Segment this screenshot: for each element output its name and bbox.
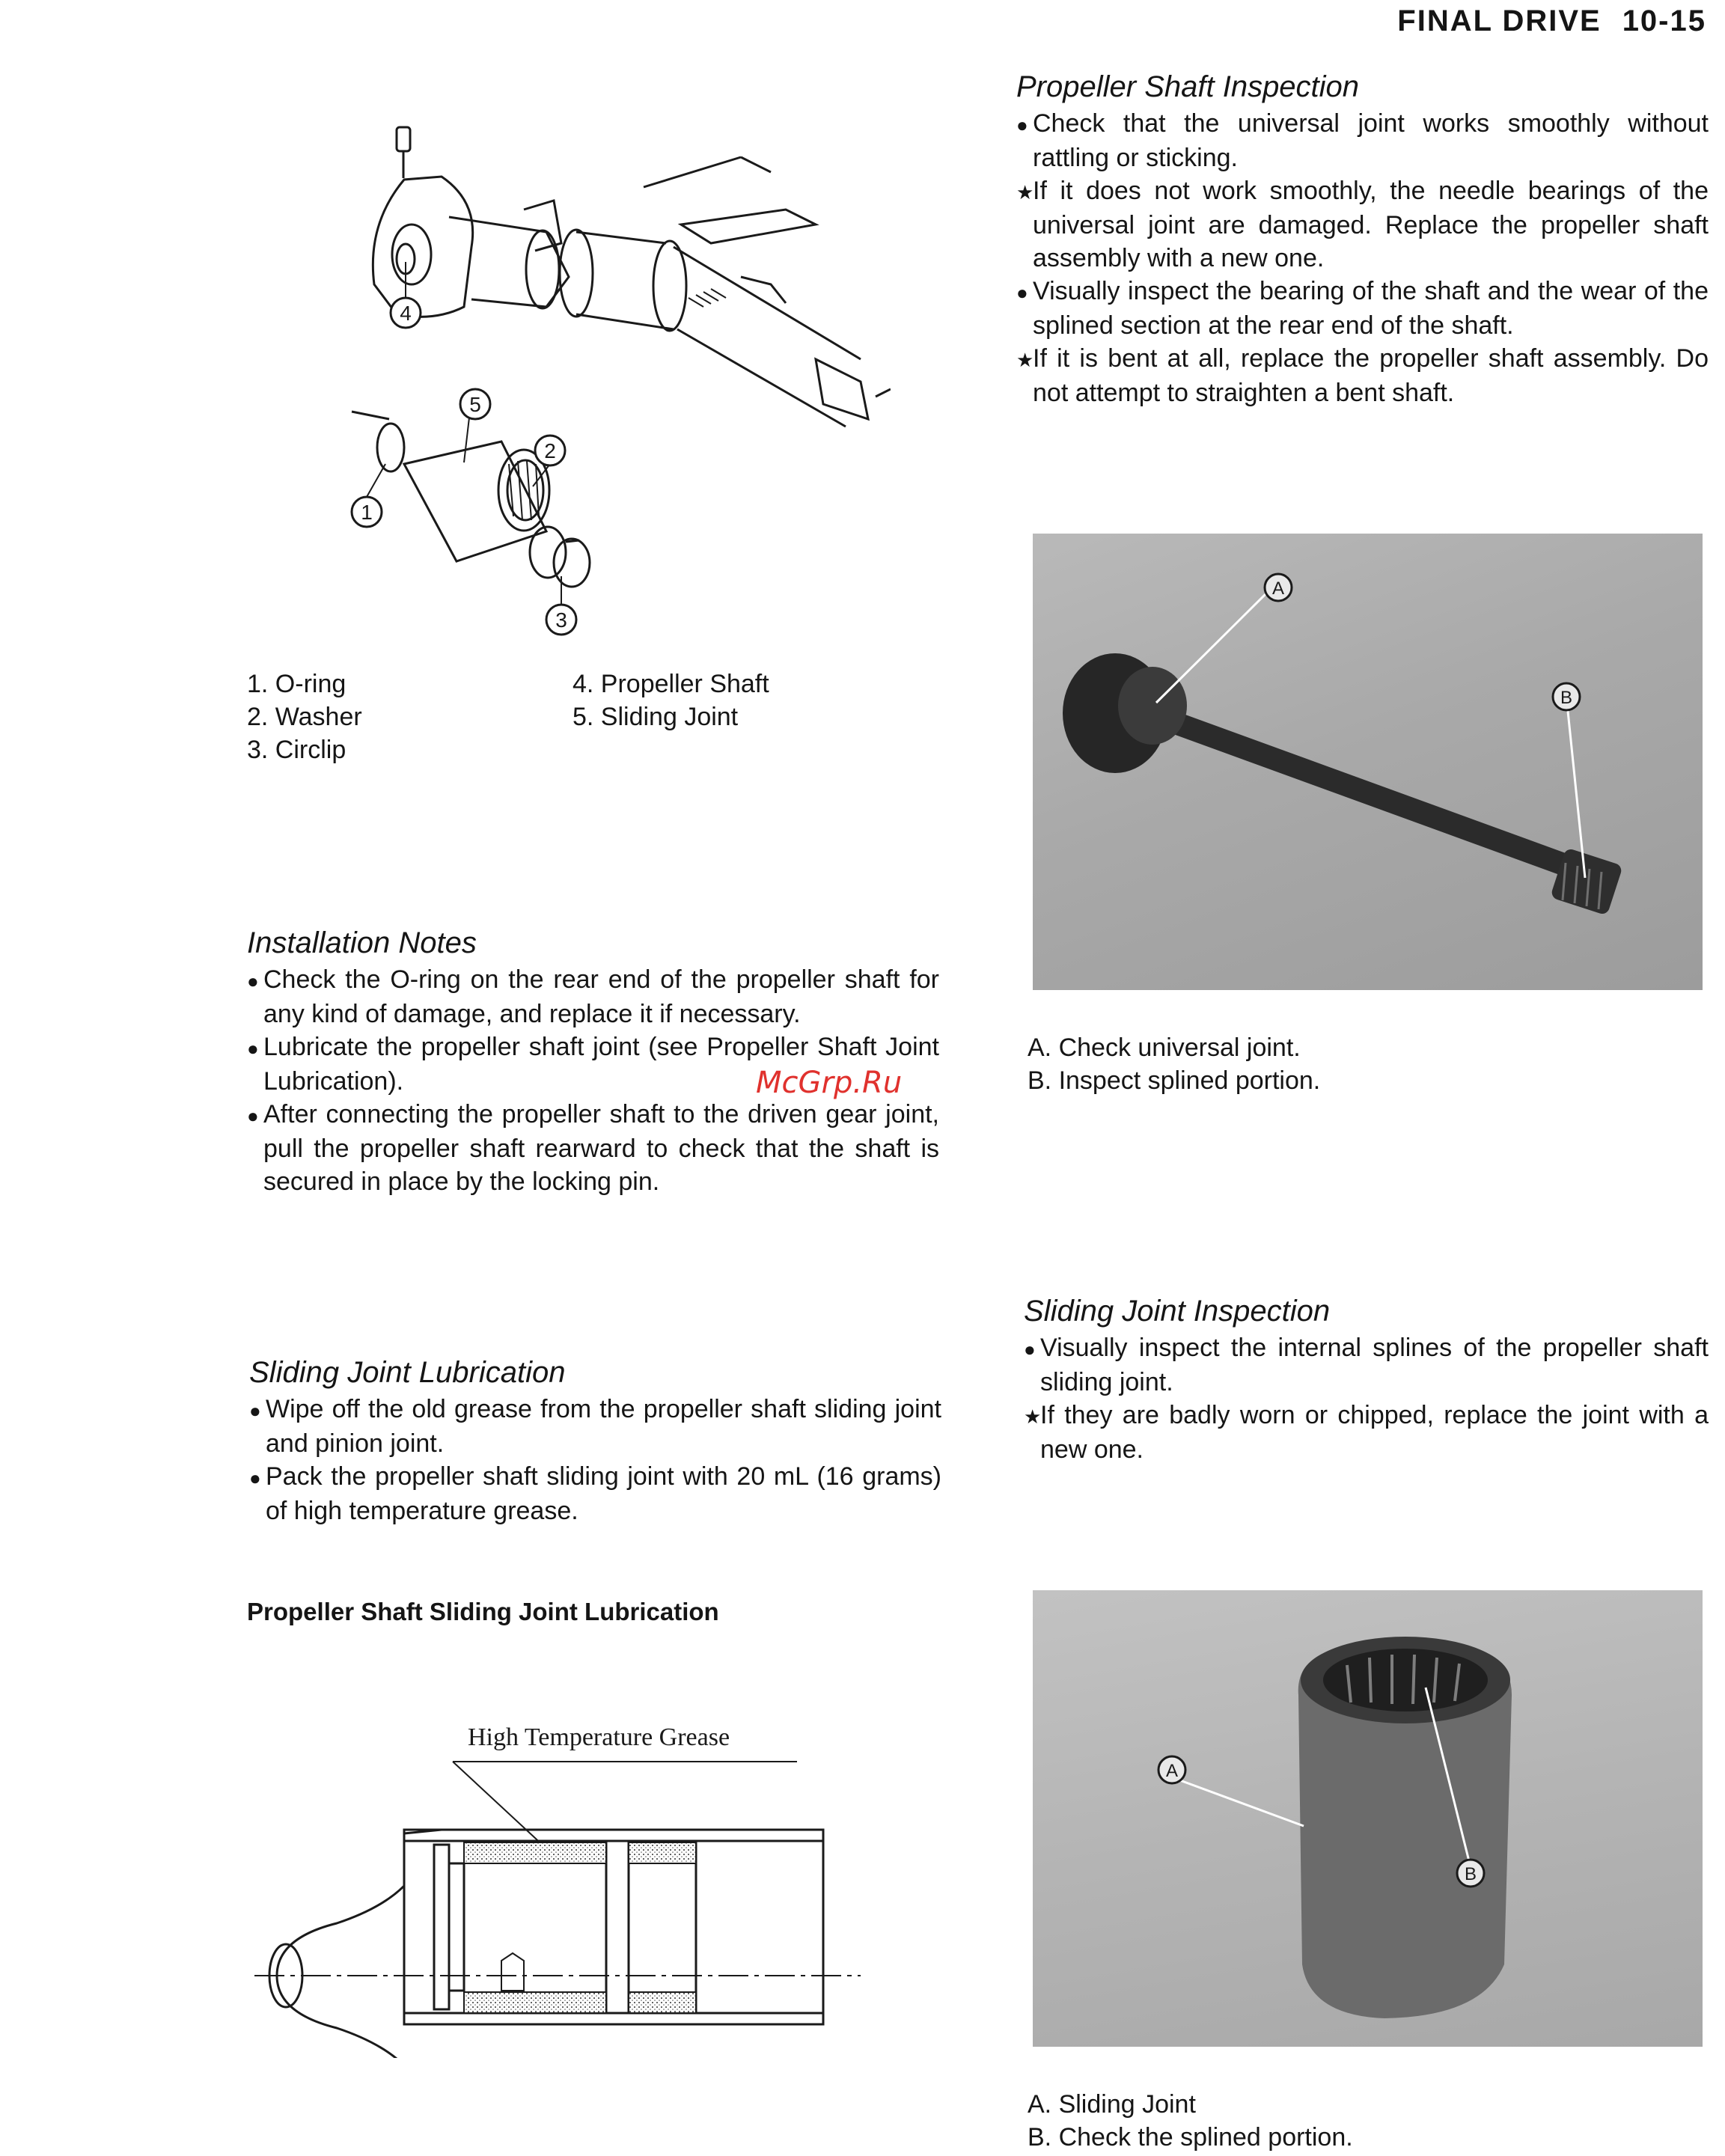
bullet-text: If they are badly worn or chipped, replace the joint with a new one. [1040,1401,1709,1464]
caption-line: B. Inspect splined portion. [1028,1066,1321,1095]
caption-line: A. Check universal joint. [1028,1033,1301,1062]
watermark: McGrp.Ru [756,1066,903,1100]
installation-notes-section [247,926,939,1198]
bullet-text: If it does not work smoothly, the needle bearings of the universal joint are damaged. Replace the propeller shaft assembly with a new one. [1033,177,1709,272]
photo-label-b: B [1560,688,1573,708]
bullet-marker: ● [249,1399,261,1422]
section-title: Sliding Joint Inspection [1024,1295,1331,1328]
figure-title: Propeller Shaft Sliding Joint Lubrication [247,1598,719,1625]
caption-line: B. Check the splined portion. [1028,2123,1353,2152]
propeller-shaft-photo-caption [1028,1031,1320,1097]
sliding-joint-inspection-section [1024,1295,1709,1466]
legend-item: 1. O-ring [247,670,346,698]
section-title: Sliding Joint Lubrication [249,1356,566,1389]
legend-item: 4. Propeller Shaft [573,670,769,698]
propeller-shaft-photo [1033,534,1703,990]
callout-4: 4 [400,302,412,325]
section-title: Installation Notes [247,926,477,959]
grease-label: High Temperature Grease [468,1723,730,1751]
bullet-item [1016,107,1709,174]
bullet-text: Check the O-ring on the rear end of the propeller shaft for any kind of damage, and replace it if necessary. [263,965,939,1028]
bullet-marker: ● [247,1037,259,1060]
callout-3: 3 [555,608,567,632]
header-section: FINAL DRIVE [1397,4,1602,37]
bullet-text: Lubricate the propeller shaft joint (see Propeller Shaft Joint Lubrication). [263,1033,939,1096]
diagram-legend [247,668,362,766]
bullet-item [1024,1399,1709,1466]
caption-line: A. Sliding Joint [1028,2090,1196,2119]
bullet-marker: ● [1024,1338,1036,1361]
bullet-text: Check that the universal joint works smoothly without rattling or sticking. [1033,109,1709,172]
bullet-text: Visually inspect the bearing of the shaft and the wear of the splined section at the rear end of the shaft. [1033,277,1709,340]
sliding-joint-photo-caption [1028,2088,1353,2154]
callout-5: 5 [469,393,481,416]
bullet-text: If it is bent at all, replace the propeller shaft assembly. Do not attempt to straighten a bent shaft. [1033,344,1709,407]
sliding-joint-lubrication-section [249,1356,941,1527]
exploded-diagram [322,112,891,651]
bullet-marker: ★ [1016,181,1034,204]
bullet-marker: ★ [1016,349,1034,371]
bullet-marker: ● [249,1467,261,1489]
header-page-number: 10-15 [1622,4,1706,37]
bullet-item [1024,1331,1709,1399]
callout-1: 1 [361,501,373,524]
bullet-item [1016,174,1709,275]
bullet-marker: ● [247,1105,259,1127]
bullet-text: Pack the propeller shaft sliding joint with 20 mL (16 grams) of high temperature grease. [266,1462,941,1525]
photo-label-a: A [1165,1761,1179,1781]
bullet-item [247,1098,939,1198]
legend-item: 5. Sliding Joint [573,703,739,731]
photo-label-b: B [1464,1864,1477,1884]
bullet-item [249,1393,941,1460]
bullet-item [247,963,939,1030]
propeller-shaft-inspection-section [1016,70,1709,409]
bullet-item [1016,275,1709,342]
bullet-marker: ★ [1024,1405,1042,1428]
photo-label-a: A [1271,578,1285,599]
bullet-text: Wipe off the old grease from the propeller shaft sliding joint and pinion joint. [266,1395,941,1458]
bullet-marker: ● [1016,281,1028,304]
bullet-item [249,1460,941,1527]
lubrication-diagram [247,1714,876,2058]
bullet-item [1016,342,1709,409]
diagram-legend-col2 [573,668,769,733]
legend-item: 3. Circlip [247,736,346,764]
callout-2: 2 [544,439,556,462]
sliding-joint-photo [1033,1590,1703,2047]
section-title: Propeller Shaft Inspection [1016,70,1360,103]
legend-item: 2. Washer [247,703,362,731]
bullet-marker: ● [247,970,259,992]
bullet-text: After connecting the propeller shaft to the driven gear joint, pull the propeller shaft rearward to check that the shaft is secured in place by the locking pin. [263,1100,939,1196]
bullet-marker: ● [1016,114,1028,136]
page-header [1347,4,1706,38]
bullet-text: Visually inspect the internal splines of the propeller shaft sliding joint. [1040,1334,1709,1396]
